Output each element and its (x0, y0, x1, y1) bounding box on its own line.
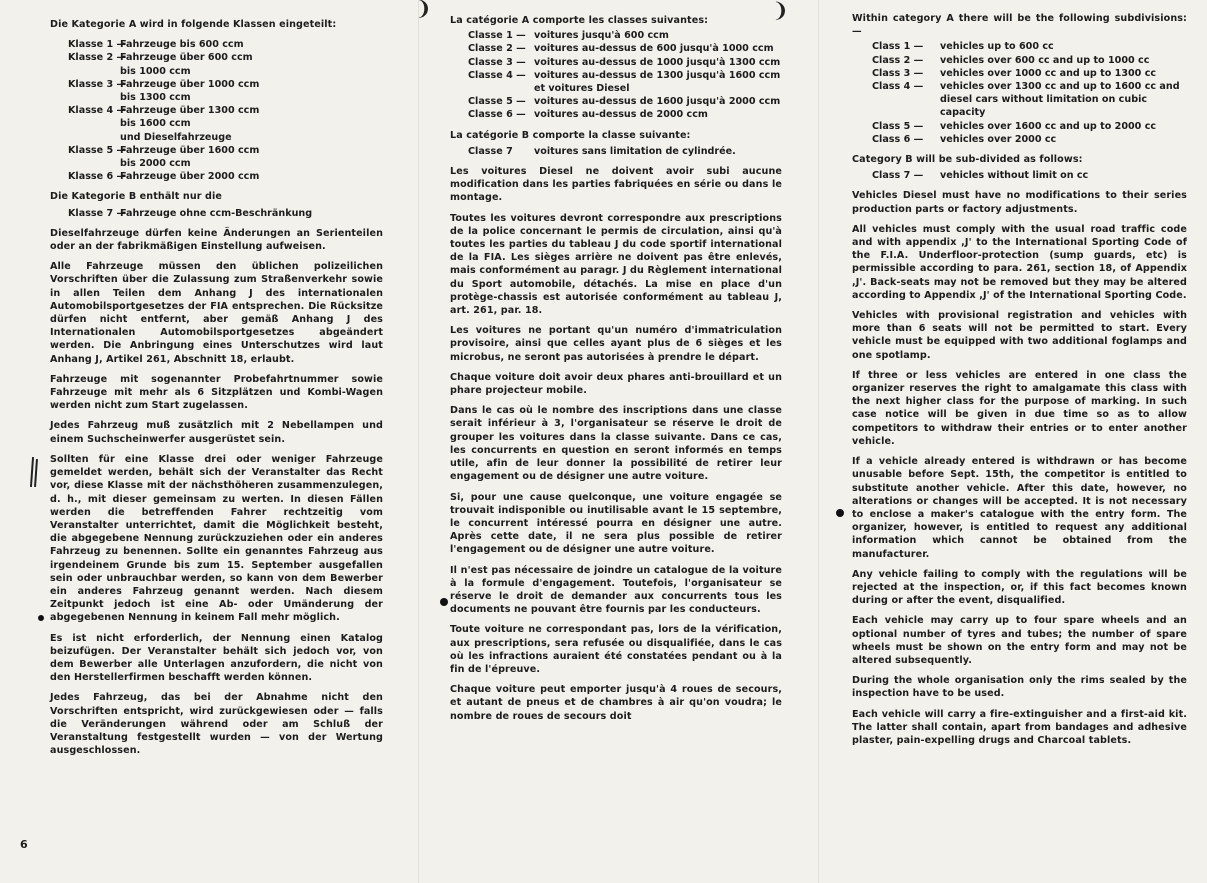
class-row (872, 120, 1187, 133)
class-key: Class 3 — (872, 67, 924, 79)
class-key: Class 5 — (872, 120, 924, 132)
german-class7 (50, 207, 383, 220)
class-row (468, 108, 782, 121)
paragraph: Chaque voiture peut emporter jusqu'à 4 roues de secours, et autant de pneus et de chambres à air qu'on voudra; le nombre de roues de secours doit (450, 684, 782, 722)
paragraph: Each vehicle may carry up to four spare wheels and an optional number of tyres and tubes; the number of spare wheels must be shown on the entry form and may not be altered subsequently. (852, 615, 1187, 666)
german-paragraphs (50, 227, 383, 758)
class-text: Fahrzeuge über 1600 ccm bis 2000 ccm (120, 144, 260, 170)
class-key: Klasse 3 — (68, 78, 127, 90)
class-key: Classe 1 — (468, 30, 526, 42)
class-row (468, 56, 782, 69)
class-text: voitures au-dessus de 1300 jusqu'à 1600 ccm et voitures Diesel (534, 69, 781, 95)
class-text: voitures au-dessus de 1600 jusqu'à 2000 ccm (534, 96, 781, 108)
class-key: Klasse 6 — (68, 171, 127, 183)
paragraph: Les voitures ne portant qu'un numéro d'immatriculation provisoire, ainsi que celles ayant plus de 6 sièges et les microbus, ne seront pas autorisées à prendre le départ. (450, 325, 782, 363)
class-key: Classe 2 — (468, 43, 526, 55)
class-text: voitures au-dessus de 1000 jusqu'à 1300 ccm (534, 56, 781, 68)
class-row (68, 38, 383, 51)
class-text: Fahrzeuge über 600 ccm bis 1000 ccm (120, 52, 253, 77)
paragraph: Chaque voiture doit avoir deux phares anti-brouillard et un phare projecteur mobile. (450, 371, 782, 397)
class-key: Class 7 — (872, 170, 924, 182)
class-text: vehicles over 1000 cc and up to 1300 cc (940, 67, 1157, 79)
paragraph: Les voitures Diesel ne doivent avoir subi aucune modification dans les parties fabriquées en série ou dans le montage. (450, 166, 782, 204)
class-text: vehicles without limit on cc (940, 170, 1089, 182)
page-number: 6 (20, 838, 28, 851)
german-intro: Die Kategorie A wird in folgende Klassen eingeteilt: (50, 19, 337, 30)
paragraph: Alle Fahrzeuge müssen den üblichen polizeilichen Vorschriften über die Zulassung zum Straßenverkehr sowie in allen Teilen dem Anhang J des internationalen Automobilsportgesetzes der FIA entsprechen. Die Rücksitze dürfen nicht entfernt, aber gemäß Anhang J des Internationalen Automobilsportgesetzes abgeändert werden. Die Anbringung eines Unterschutzes wird laut Anhang J, Artikel 261, Abschnitt 18, erlaubt. (50, 261, 383, 365)
class-text: Fahrzeuge bis 600 ccm (120, 39, 244, 51)
ink-blot: ❩ (772, 0, 789, 22)
paragraph: Dieselfahrzeuge dürfen keine Änderungen an Serienteilen oder an der fabrikmäßigen Einstellung aufweisen. (50, 227, 383, 253)
class-row (468, 95, 782, 108)
class-text: vehicles over 2000 cc (940, 133, 1057, 145)
ink-blot: ❩ (415, 0, 432, 20)
paragraph: Es ist nicht erforderlich, der Nennung einen Katalog beizufügen. Der Veranstalter behält sich jedoch vor, von dem Bewerber alle Unterlagen anzufordern, die nicht von den Herstellerfirmen beschafft werden können. (50, 632, 383, 684)
margin-pen-mark (34, 459, 38, 487)
class-row (68, 170, 383, 183)
class-key: Classe 5 — (468, 96, 526, 108)
class-row (468, 145, 782, 158)
class-text: vehicles over 1300 cc and up to 1600 cc and diesel cars without limitation on cubic capacity (940, 81, 1180, 119)
class-row (872, 133, 1187, 146)
class-row (872, 40, 1187, 53)
class-text: vehicles up to 600 cc (940, 41, 1054, 53)
paragraph: During the whole organisation only the rims sealed by the inspection have to be used. (852, 675, 1187, 700)
class-row (68, 207, 383, 220)
column-divider (418, 0, 419, 883)
class-row (68, 104, 383, 144)
french-paragraphs (450, 165, 782, 723)
class-key: Klasse 4 — (68, 105, 127, 117)
margin-dot-mark (836, 509, 844, 517)
paragraph: Toute voiture ne correspondant pas, lors de la vérification, aux prescriptions, sera refusée ou disqualifiée, dans le cas où les infractions auraient été constatées pendant ou à la fin de l'épreuve. (450, 624, 782, 675)
paragraph: Sollten für eine Klasse drei oder weniger Fahrzeuge gemeldet werden, behält sich der Veranstalter das Recht vor, diese Klasse mit der nächsthöheren zusammenzulegen, d. h., mit dieser gemeinsam zu werten. In diesen Fällen werden die betreffenden Fahrer rechtzeitig vom Veranstalter unterrichtet, damit die Möglichkeit besteht, die abgegebene Nennung zurückzuziehen oder ein anderes Fahrzeug zu benennen. Sollte ein genanntes Fahrzeug aus irgendeinem Grunde bis zum 15. September ausgefallen sein oder unbrauchbar werden, so kann von dem Bewerber ein anderes Fahrzeug genannt werden. Nach diesem Zeitpunkt jedoch ist eine Ab- oder Umänderung der abgegebenen Nennung in keinem Fall mehr möglich. (50, 453, 383, 624)
class-key: Classe 4 — (468, 69, 526, 81)
english-class-list (852, 40, 1187, 146)
paragraph: If three or less vehicles are entered in one class the organizer reserves the right to amalgamate this class with the next higher class for the purpose of marking. In such case notice will be given in due time so as to allow competitors to withdraw their entries or to enter another vehicle. (852, 369, 1187, 447)
paragraph: Jedes Fahrzeug muß zusätzlich mit 2 Nebellampen und einem Suchscheinwerfer ausgerüstet sein. (50, 420, 383, 445)
margin-dot-mark (38, 615, 44, 621)
paragraph: Jedes Fahrzeug, das bei der Abnahme nicht den Vorschriften entspricht, wird zurückgewiesen oder — falls die Veränderungen während oder am Schluß der Veranstaltung festgestellt wurden — von der Wertung ausgeschlossen. (50, 692, 383, 757)
class-key: Classe 6 — (468, 109, 526, 121)
class-row (468, 69, 782, 95)
paragraph: Toutes les voitures devront correspondre aux prescriptions de la police concernant le permis de circulation, ainsi qu'à toutes les parties du tableau J du code sportif international de la FIA. Les sièges arrière ne doivent pas être enlevés, mais conformément au paragr. J du Règlement international du Sport automobile, détachés. La mise en place d'un protège-chassis est autorisée conformément au tableau J, art. 261, par. 18. (450, 212, 782, 317)
class-key: Class 4 — (872, 81, 924, 93)
class-text: Fahrzeuge ohne ccm-Beschränkung (120, 207, 313, 219)
german-category-b: Die Kategorie B enthält nur die (50, 191, 223, 203)
paragraph: Fahrzeuge mit sogenannter Probefahrtnummer sowie Fahrzeuge mit mehr als 6 Sitzplätzen und Kombi-Wagen werden nicht zum Start zugelassen. (50, 373, 383, 412)
french-column (450, 14, 782, 730)
class-key: Class 6 — (872, 133, 924, 145)
class-text: voitures au-dessus de 600 jusqu'à 1000 ccm (534, 43, 774, 55)
paragraph: Dans le cas où le nombre des inscriptions dans une classe serait inférieur à 3, l'organisateur se réserve le droit de grouper les voitures dans la classe suivante. Dans ce cas, les concurrents en question en seront informés en temps utile, afin de leur donner la possibilité de retirer leur engagement ou de désigner une autre voiture. (450, 405, 782, 483)
english-category-b: Category B will be sub-divided as follows: (852, 154, 1083, 166)
class-text: vehicles over 600 cc and up to 1000 cc (940, 54, 1150, 66)
english-class7 (852, 169, 1187, 182)
paragraph: Each vehicle will carry a fire-extinguisher and a first-aid kit. The latter shall contain, apart from bandages and adhesive plaster, pain-expelling drugs and Charcoal tablets. (852, 708, 1187, 746)
class-row (68, 51, 383, 77)
class-row (468, 29, 782, 42)
english-intro: Within category A there will be the following subdivisions: — (852, 13, 1187, 38)
paragraph: Vehicles Diesel must have no modifications to their series production parts or factory adjustments. (852, 190, 1187, 215)
class-text: Fahrzeuge über 1000 ccm bis 1300 ccm (120, 78, 260, 104)
paragraph: All vehicles must comply with the usual road traffic code and with appendix ,J' to the International Sporting Code of the F.I.A. Underfloor-protection (sump guards, etc) is permissible according to para. 261, section 18, of Appendix ,J'. Back-seats may not be removed but they may be altered according to Appendix ,J' of the International Sporting Code. (852, 223, 1187, 301)
class-key: Klasse 1 — (68, 39, 127, 51)
french-intro: La catégorie A comporte les classes suivantes: (450, 15, 709, 26)
class-row (872, 169, 1187, 182)
class-key: Klasse 2 — (68, 52, 127, 64)
class-row (872, 80, 1187, 120)
class-key: Class 2 — (872, 54, 924, 66)
class-key: Class 1 — (872, 41, 924, 53)
english-paragraphs (852, 189, 1187, 747)
class-row (68, 78, 383, 104)
class-text: vehicles over 1600 cc and up to 2000 cc (940, 120, 1157, 132)
class-text: voitures jusqu'à 600 ccm (534, 30, 669, 42)
french-class7 (450, 145, 782, 158)
french-class-list (450, 29, 782, 121)
class-key: Classe 7 (468, 145, 513, 157)
german-class-list (50, 38, 383, 183)
class-text: Fahrzeuge über 1300 ccm bis 1600 ccm und Dieselfahrzeuge (120, 105, 260, 143)
class-row (872, 67, 1187, 80)
class-row (872, 54, 1187, 67)
class-text: voitures au-dessus de 2000 ccm (534, 109, 708, 121)
class-text: Fahrzeuge über 2000 ccm (120, 171, 260, 183)
class-row (468, 42, 782, 55)
class-row (68, 144, 383, 170)
paragraph: Si, pour une cause quelconque, une voiture engagée se trouvait indisponible ou inutilisable avant le 15 septembre, le concurrent intéressé pourra en désigner une autre. Après cette date, il ne sera plus possible de retirer l'engagement ou de désigner une autre voiture. (450, 491, 782, 556)
paragraph: Any vehicle failing to comply with the regulations will be rejected at the inspection, or, if this fact becomes known during or after the event, disqualified. (852, 568, 1187, 607)
class-key: Classe 3 — (468, 56, 526, 68)
german-column (50, 18, 383, 764)
paragraph: Il n'est pas nécessaire de joindre un catalogue de la voiture à la formule d'engagement. Toutefois, l'organisateur se réserve le droit de demander aux concurrents tous les documents ne pouvant être fournis par les conducteurs. (450, 564, 782, 616)
paragraph: If a vehicle already entered is withdrawn or has become unusable before Sept. 15th, the competitor is entitled to substitute another vehicle. After this date, however, no alterations or changes will be accepted. It is not necessary to enclose a maker's catalogue with the entry form. The organizer, however, is entitled to request any additional information which cannot be obtained from the manufacturer. (852, 456, 1187, 560)
paragraph: Vehicles with provisional registration and vehicles with more than 6 seats will not be permitted to start. Every vehicle must be equipped with two additional foglamps and one spotlamp. (852, 310, 1187, 361)
french-category-b: La catégorie B comporte la classe suivante: (450, 129, 691, 141)
english-column (852, 12, 1187, 754)
class-text: voitures sans limitation de cylindrée. (534, 145, 736, 157)
margin-dot-mark (440, 598, 448, 606)
column-divider (818, 0, 819, 883)
class-key: Klasse 7 — (68, 207, 127, 219)
class-key: Klasse 5 — (68, 144, 127, 156)
